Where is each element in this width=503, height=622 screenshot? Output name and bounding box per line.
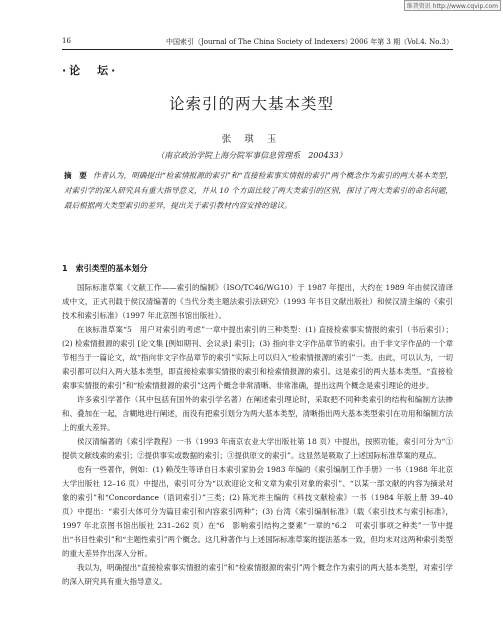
article-title: 论索引的两大基本类型	[168, 95, 334, 113]
body-text	[62, 281, 453, 589]
section-number: 1	[62, 264, 68, 273]
journal-name: 中国索引（Journal of The China Society of Indexers）	[166, 38, 352, 46]
paragraph: 侯汉清编著的《索引学教程》一书（1993 年南京农业大学出版社第 18 页）中提出，按照功能，索引可分为“①提供文献线索的索引；②提供事实或数据的索引；③提供原文的索引”。这显然是吸取了上述国际标准草案的观点。	[62, 437, 453, 460]
paragraph: 许多索引学著作（其中包括有国外的索引学名著）在阐述索引理论时，采取把不同种类索引的结构和编制方法掺和、叠加在一起，含糊地进行阐述，而没有把索引划分为两大基本类型，清晰指出两大基本类型索引在功用和编制方法上的重大差异。	[62, 395, 453, 432]
abstract	[64, 168, 453, 213]
page-number: 16	[62, 37, 71, 45]
running-header	[62, 37, 453, 50]
issue-info: 2006 年第 3 期（Vol.4. No.3）	[350, 38, 453, 46]
author-name: 张 琪 玉	[221, 134, 282, 145]
paragraph: 也有一些著作，例如：(1) 赖茂生等译自日本索引家协会 1983 年编的《索引编制工作手册》一书（1988 年北京大学出版社 12–16 页）中提出，索引可分为“以欢迎论文和文章为索引对象的索引”、“以某一部文献的内容为摘录对象的索引”和“Concordance（语词索引）”三类；(2) 陈光祚主编的《科技文献检索》一书（1984 年版上册 39–40 页）中提出：“索引大体可分为篇目索引和内容索引两种”；(3) 台湾《索引编制标准》（载《索引技术与索引标准》，1997 年北京图书馆出版社 231–262 页）在“6 影响索引结构之要素”一章的“6.2 可索引事项之种类”一节中提出“书目性索引”和“主题性索引”两个概念。这几种著作与上述国际标准草案的提法基本一致，但均未对这两种索引类型的重大差异作出深入分析。	[62, 465, 453, 558]
section-title: 索引类型的基本划分	[75, 264, 148, 273]
abstract-label: 摘 要	[64, 171, 87, 180]
author-affiliation: （南京政治学院上海分院军事信息管理系 200433）	[156, 151, 347, 160]
paragraph: 我以为，明确提出“直接检索事实情报的索引”和“检索情报源的索引”两个概念作为索引的两大基本类型，对索引学的深入研究具有重大指导意义。	[62, 563, 453, 586]
paragraph: 在该标准草案“5 用户对索引的考虑”一章中提出索引的三种类型：(1) 直接检索事实情报的索引（书后索引）；(2) 检索情报源的索引 [论文集 [例如期刊、会议录] 索引]；(3) 指向非文字作品章节的索引。由于非文字作品的一个章节相当于一篇论文，故“指向非文字作品章节的索引”实际上可以归入“检索情报源的索引”一类。由此，可以认为，一切索引都可以归入两大基本类型，即直接检索事实情报的索引和检索情报源的索引。这是索引的两大基本类型。“直接检索事实情报的索引”和“检索情报源的索引”这两个概念非常清晰、非常准确，提出这两个概念是索引理论的进步。	[62, 325, 453, 390]
abstract-text: 作者认为，明确提出“检索情报源的索引”和“直接检索事实情报的索引”两个概念作为索引的两大基本类型，对索引学的深入研究具有重大指导意义，并从 10 个方面比较了两大类索引的区别，探讨了两大类索引的命名问题，最后根据两大类型索引的差异，提出关于索引教材内容安排的建议。	[64, 171, 454, 210]
column-tag: ·论 坛·	[62, 64, 119, 77]
watermark-stamp: 维普资讯 http://www.cqvip.com	[404, 0, 501, 11]
paragraph: 国际标准草案《文献工作——索引的编制》（ISO/TC46/WG10）于 1987 年提出，大约在 1989 年由侯汉清译成中文，正式刊载于侯汉清编著的《当代分类主题法索引法研究》（1993 年书目文献出版社）和侯汉清主编的《索引技术和索引标准》（1997 年北京图书馆出版社）。	[62, 283, 453, 320]
section-heading	[62, 263, 148, 274]
